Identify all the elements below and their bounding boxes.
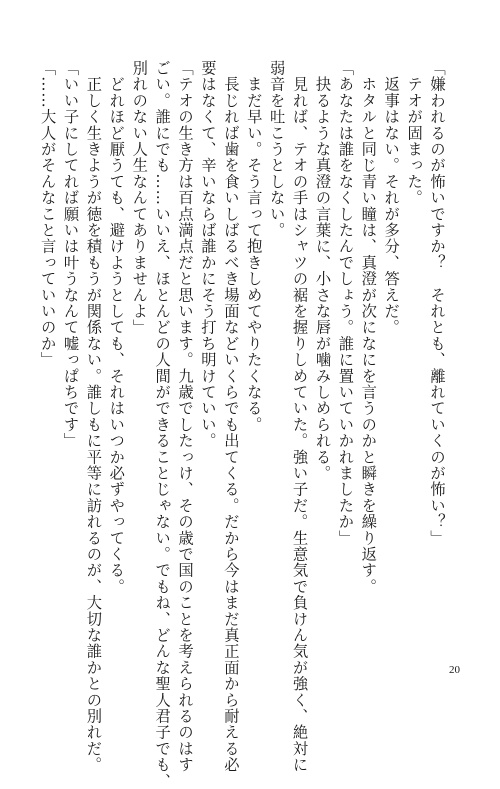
text-line: 抉るような真澄の言葉に、小さな唇が噛みしめられる。 [313, 60, 332, 482]
text-line: まだ早い。そう言って抱きしめてやりたくなる。 [244, 60, 263, 433]
page-number: 20 [449, 664, 460, 676]
text-line: 「テオの生き方は百点満点だと思います。九歳でしたっけ、その歳で国のことを考えられるのはす [176, 60, 195, 773]
text-line: 「いい子にしてれば願いは叶うなんて嘘っぱちです」 [61, 60, 80, 449]
text-line: 別れのない人生なんてありませんよ」 [130, 60, 149, 336]
novel-body-text [38, 60, 448, 789]
text-line: 返事はない。それが多分、答えだ。 [382, 60, 401, 336]
text-line: 長じれば歯を食いしばるべき場面などいくらでも出てくる。だから今はまだ真正面から耐える必 [221, 60, 240, 773]
text-line: ホタルと同じ青い瞳は、真澄が次になにを言うのかと瞬きを繰り返す。 [359, 60, 378, 595]
text-line: 弱音を吐こうとしない。 [267, 60, 286, 239]
text-line: ごい。誰にでも……いいえ、ほとんどの人間ができることじゃない。でもね、どんな聖人君子でも、 [153, 60, 172, 789]
text-line: 「……大人がそんなこと言っていいのか」 [38, 60, 57, 368]
text-line: 「あなたは誰をなくしたんでしょう。誰に置いていかれましたか」 [336, 60, 355, 546]
text-line: 正しく生きようが徳を積もうが関係ない。誰しもに平等に訪れるのが、大切な誰かとの別れだ。 [84, 60, 103, 773]
text-line: テオが固まった。 [405, 60, 424, 206]
text-line: 見れば、テオの手はシャツの裾を握りしめていた。強い子だ。生意気で負けん気が強く、絶対に [290, 60, 309, 773]
text-line: 「嫌われるのが怖いですか？ それとも、離れていくのが怖い？」 [428, 60, 446, 546]
text-line: どれほど厭うても、避けようとしても、それはいつか必ずやってくる。 [107, 60, 126, 595]
text-line: 要はなくて、辛いならば誰かにそう打ち明けていい。 [198, 60, 217, 449]
